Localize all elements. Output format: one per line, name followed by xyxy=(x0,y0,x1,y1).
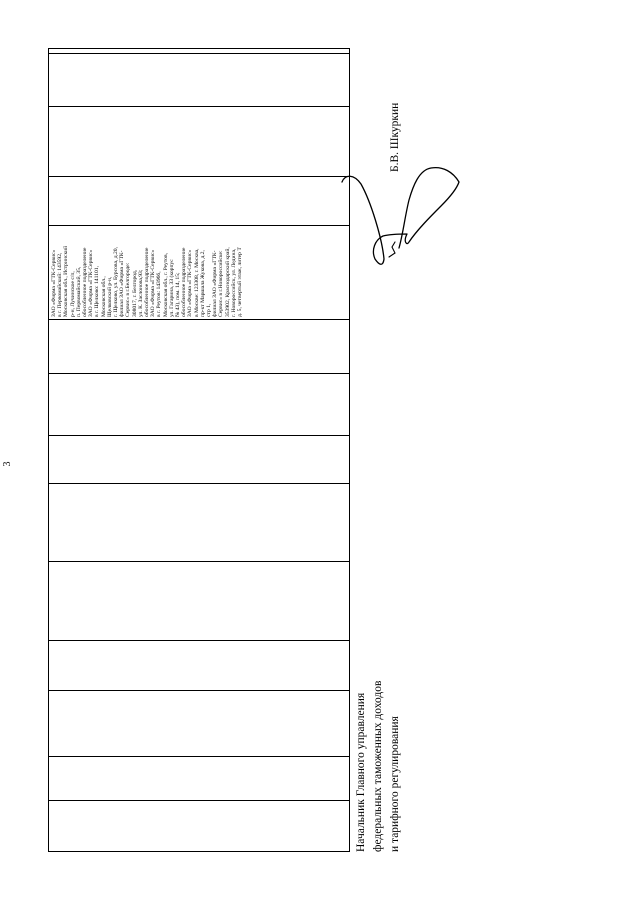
official-title-line: федеральных таможенных доходов xyxy=(372,680,384,852)
table-column xyxy=(49,690,349,756)
table-column xyxy=(49,800,349,851)
data-table xyxy=(48,48,350,852)
signer-name: Б.В. Шкуркин xyxy=(389,102,401,172)
address-cell-text: ЗАО «Фирма «ГТК-Сервис» в г. Первомайский: 143592, Московская обл., Истринский р-н, Лучинское с/п, п. Первомайский, 35, обособленное подразделение ЗАО «Фирма «ГТК-Сервис» в г. Щелково: 141101, Московская обл., Щелковский р-н, г. Щелково, ул. Бурсова, д.20, филиал ЗАО «Фирма «ГТК- Сервис» в г.Белгороде: 308017, г. Белгород, ул. К. Заслонова,93; обособленное подразделение ЗАО «Фирма «ГТК-Сервис» в г. Реутов: 143966, Московская обл., г. Реутов, ул. Гагарина, 33 (корпус № 43), пом. 14, 15; обособленное подразделение ЗАО «Фирма «ГТК-Сервис» в Москве: 123308, г. Москва, пр-кт Маршала Жукова, д.2, стр 1, филиал ЗАО «Фирма «ГТК- Сервис» в г.Новороссийске: 353902, Краснодарский край, г. Новороссийск, ул. Ледина, д. 5, четвертый этаж, литер Т xyxy=(51,245,244,317)
table-column xyxy=(49,756,349,800)
table-column xyxy=(49,176,349,225)
table-column xyxy=(49,640,349,690)
official-title-line: Начальник Главного управления xyxy=(355,692,367,852)
table-column xyxy=(49,53,349,106)
table-column xyxy=(49,561,349,640)
official-title-line: и тарифного регулирования xyxy=(389,716,401,852)
handwritten-signature xyxy=(335,160,460,300)
table-column xyxy=(49,319,349,373)
table-column xyxy=(49,483,349,561)
table-column-address xyxy=(49,225,349,319)
table-column xyxy=(49,373,349,435)
table-column xyxy=(49,7,349,53)
table-column xyxy=(49,106,349,176)
official-title xyxy=(353,681,404,852)
page-number: 3 xyxy=(2,461,13,467)
table-column xyxy=(49,435,349,483)
